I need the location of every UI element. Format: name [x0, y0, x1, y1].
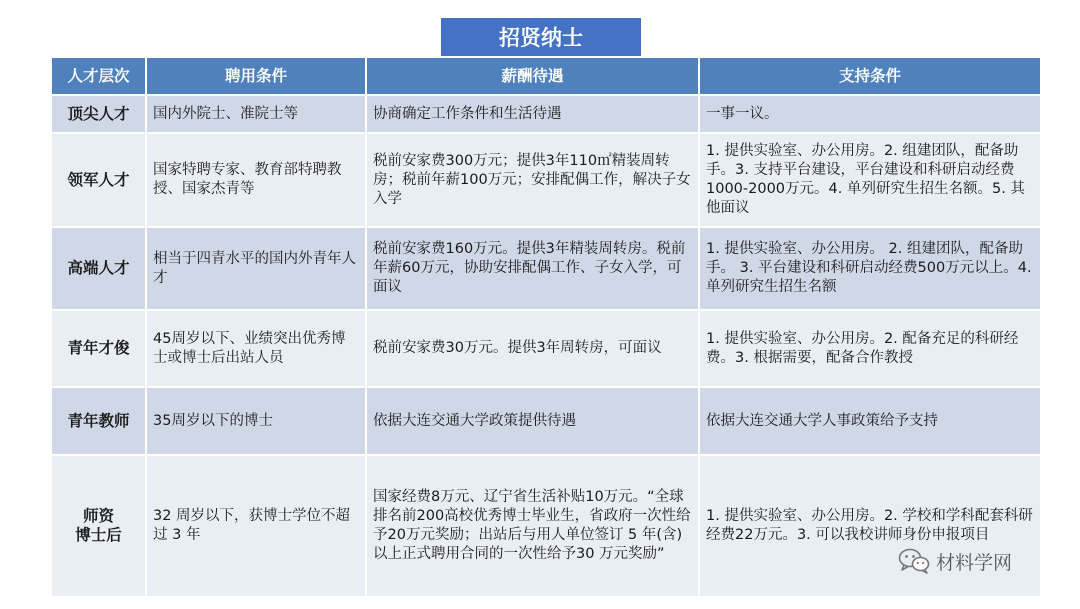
header-support: 支持条件: [699, 57, 1041, 95]
row-support: 1. 提供实验室、办公用房。2. 学校和学科配套科研经费22万元。3. 可以我校讲师身份申报项目: [699, 455, 1041, 597]
table-row: [51, 95, 1041, 133]
page-title: 招贤纳士: [441, 18, 641, 56]
row-salary: 协商确定工作条件和生活待遇: [366, 95, 699, 133]
table-row: [51, 133, 1041, 227]
row-support: 依据大连交通大学人事政策给予支持: [699, 387, 1041, 455]
table-header-row: [51, 57, 1041, 95]
row-conditions: 45周岁以下、业绩突出优秀博士或博士后出站人员: [146, 310, 366, 387]
row-conditions: 35周岁以下的博士: [146, 387, 366, 455]
row-support: 1. 提供实验室、办公用房。2. 组建团队，配备助手。3. 支持平台建设，平台建设和科研启动经费1000-2000万元。4. 单列研究生招生名额。5. 其他面议: [699, 133, 1041, 227]
wechat-icon: [898, 548, 930, 574]
row-salary: 依据大连交通大学政策提供待遇: [366, 387, 699, 455]
row-salary: 税前安家费160万元。提供3年精装周转房。税前年薪60万元，协助安排配偶工作、子女入学，可面议: [366, 227, 699, 310]
row-salary: 税前安家费30万元。提供3年周转房，可面议: [366, 310, 699, 387]
row-support: 1. 提供实验室、办公用房。2. 配备充足的科研经费。3. 根据需要，配备合作教授: [699, 310, 1041, 387]
header-salary: 薪酬待遇: [366, 57, 699, 95]
row-level: 领军人才: [51, 133, 146, 227]
table-row: [51, 227, 1041, 310]
row-support: 一事一议。: [699, 95, 1041, 133]
watermark-text: 材料学网: [936, 551, 1013, 574]
table-row: [51, 455, 1041, 597]
row-support: 1. 提供实验室、办公用房。 2. 组建团队，配备助手。 3. 平台建设和科研启动经费500万元以上。4. 单列研究生招生名额: [699, 227, 1041, 310]
row-conditions: 国内外院士、准院士等: [146, 95, 366, 133]
row-conditions: 相当于四青水平的国内外青年人才: [146, 227, 366, 310]
watermark: [898, 545, 1012, 577]
row-salary: 税前安家费300万元；提供3年110㎡精装周转房；税前年薪100万元；安排配偶工作，解决子女入学: [366, 133, 699, 227]
row-level: 师资 博士后: [51, 455, 146, 597]
row-level: 青年教师: [51, 387, 146, 455]
talent-table: [50, 56, 1042, 598]
header-level: 人才层次: [51, 57, 146, 95]
header-conditions: 聘用条件: [146, 57, 366, 95]
row-conditions: 国家特聘专家、教育部特聘教授、国家杰青等: [146, 133, 366, 227]
row-level: 顶尖人才: [51, 95, 146, 133]
row-level: 高端人才: [51, 227, 146, 310]
row-conditions: 32 周岁以下，获博士学位不超过 3 年: [146, 455, 366, 597]
table-row: [51, 310, 1041, 387]
row-level: 青年才俊: [51, 310, 146, 387]
row-salary: 国家经费8万元、辽宁省生活补贴10万元。“全球排名前200高校优秀博士毕业生，省政府一次性给予20万元奖励；出站后与用人单位签订 5 年(含)以上正式聘用合同的一次性给予30 万元奖励”: [366, 455, 699, 597]
table-row: [51, 387, 1041, 455]
